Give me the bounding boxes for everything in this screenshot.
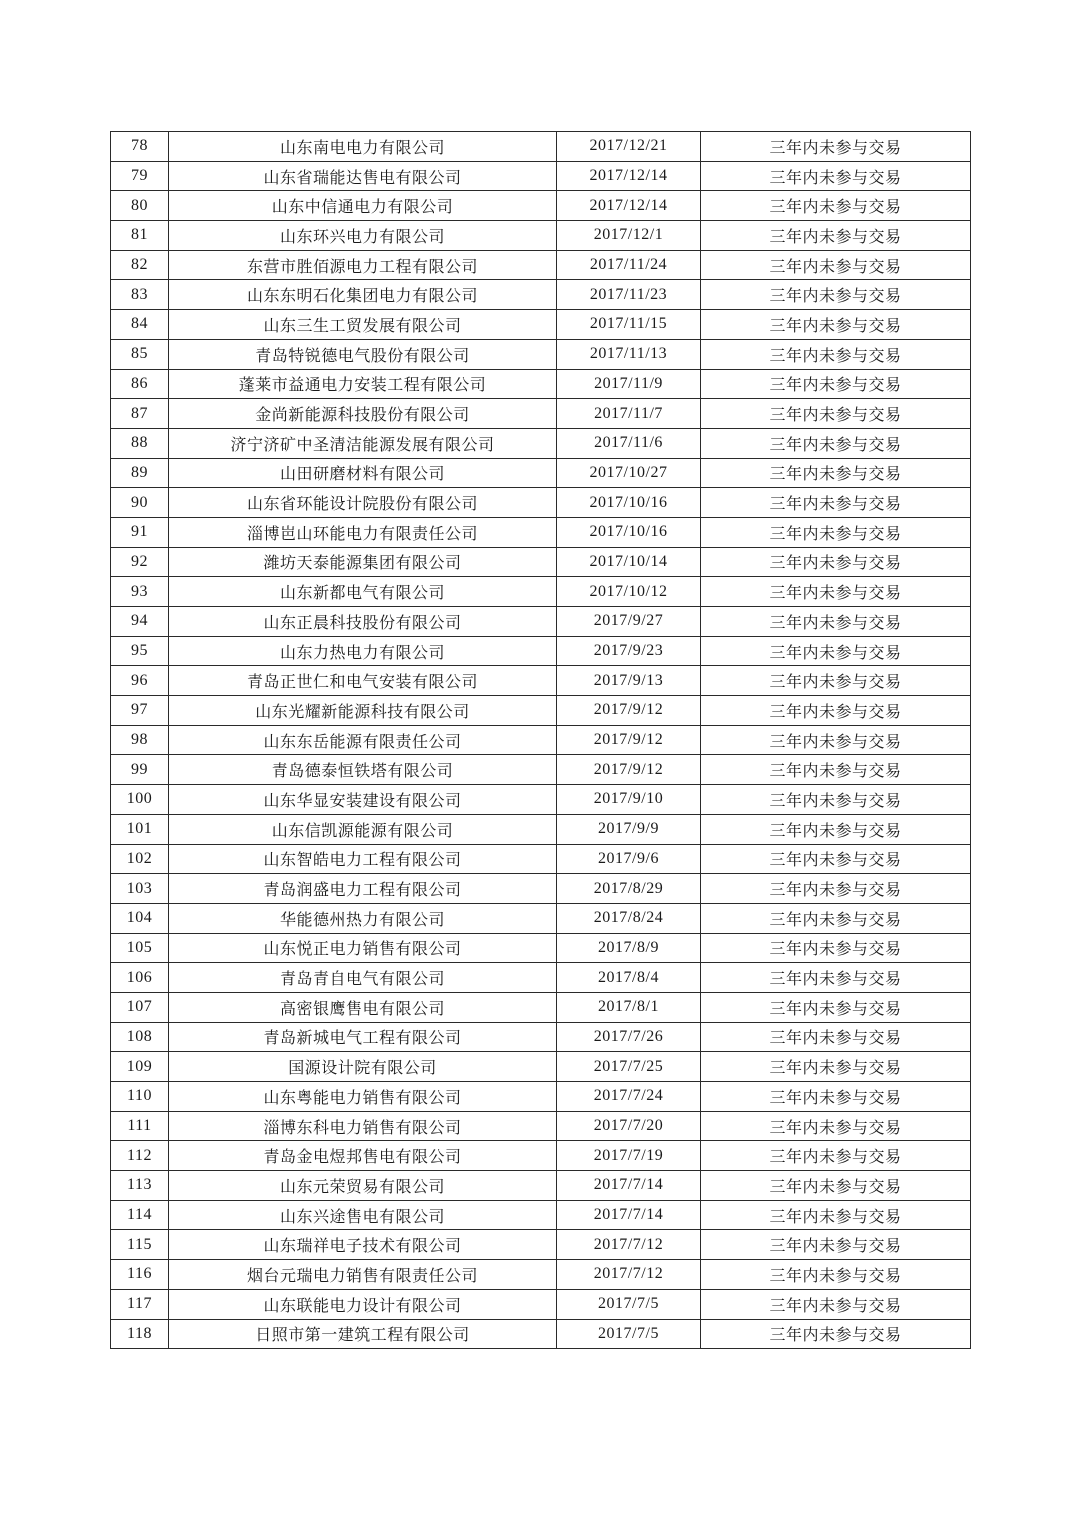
- row-number-cell: 78: [111, 132, 169, 162]
- row-number-cell: 101: [111, 814, 169, 844]
- date-cell: 2017/8/24: [557, 903, 701, 933]
- date-cell: 2017/9/9: [557, 814, 701, 844]
- status-cell: 三年内未参与交易: [701, 992, 971, 1022]
- company-name-cell: 山东中信通电力有限公司: [169, 191, 557, 221]
- status-cell: 三年内未参与交易: [701, 428, 971, 458]
- date-cell: 2017/8/4: [557, 963, 701, 993]
- status-cell: 三年内未参与交易: [701, 1230, 971, 1260]
- date-cell: 2017/8/1: [557, 992, 701, 1022]
- company-name-cell: 高密银鹰售电有限公司: [169, 992, 557, 1022]
- company-name-cell: 山东三生工贸发展有限公司: [169, 310, 557, 340]
- company-name-cell: 山东粤能电力销售有限公司: [169, 1082, 557, 1112]
- table-row: [111, 1141, 971, 1171]
- company-name-cell: 山东兴途售电有限公司: [169, 1200, 557, 1230]
- row-number-cell: 80: [111, 191, 169, 221]
- date-cell: 2017/11/6: [557, 428, 701, 458]
- status-cell: 三年内未参与交易: [701, 963, 971, 993]
- row-number-cell: 109: [111, 1052, 169, 1082]
- status-cell: 三年内未参与交易: [701, 547, 971, 577]
- row-number-cell: 103: [111, 874, 169, 904]
- company-name-cell: 日照市第一建筑工程有限公司: [169, 1319, 557, 1349]
- company-name-cell: 山东悦正电力销售有限公司: [169, 933, 557, 963]
- status-cell: 三年内未参与交易: [701, 1171, 971, 1201]
- status-cell: 三年内未参与交易: [701, 725, 971, 755]
- date-cell: 2017/12/14: [557, 191, 701, 221]
- table-row: [111, 517, 971, 547]
- date-cell: 2017/8/9: [557, 933, 701, 963]
- date-cell: 2017/9/13: [557, 666, 701, 696]
- status-cell: 三年内未参与交易: [701, 577, 971, 607]
- table-row: [111, 191, 971, 221]
- date-cell: 2017/9/12: [557, 696, 701, 726]
- date-cell: 2017/12/1: [557, 221, 701, 251]
- status-cell: 三年内未参与交易: [701, 1289, 971, 1319]
- row-number-cell: 117: [111, 1289, 169, 1319]
- row-number-cell: 87: [111, 399, 169, 429]
- row-number-cell: 100: [111, 785, 169, 815]
- status-cell: 三年内未参与交易: [701, 132, 971, 162]
- date-cell: 2017/11/15: [557, 310, 701, 340]
- company-name-cell: 青岛德泰恒铁塔有限公司: [169, 755, 557, 785]
- company-name-cell: 青岛润盛电力工程有限公司: [169, 874, 557, 904]
- row-number-cell: 85: [111, 339, 169, 369]
- row-number-cell: 89: [111, 458, 169, 488]
- status-cell: 三年内未参与交易: [701, 636, 971, 666]
- table-row: [111, 399, 971, 429]
- row-number-cell: 88: [111, 428, 169, 458]
- date-cell: 2017/11/7: [557, 399, 701, 429]
- company-name-cell: 国源设计院有限公司: [169, 1052, 557, 1082]
- row-number-cell: 104: [111, 903, 169, 933]
- table-row: [111, 1289, 971, 1319]
- table-row: [111, 488, 971, 518]
- company-name-cell: 蓬莱市益通电力安装工程有限公司: [169, 369, 557, 399]
- date-cell: 2017/9/12: [557, 755, 701, 785]
- table-row: [111, 903, 971, 933]
- row-number-cell: 82: [111, 250, 169, 280]
- status-cell: 三年内未参与交易: [701, 1111, 971, 1141]
- date-cell: 2017/10/14: [557, 547, 701, 577]
- date-cell: 2017/7/25: [557, 1052, 701, 1082]
- row-number-cell: 110: [111, 1082, 169, 1112]
- status-cell: 三年内未参与交易: [701, 399, 971, 429]
- company-name-cell: 山东联能电力设计有限公司: [169, 1289, 557, 1319]
- company-name-cell: 青岛青自电气有限公司: [169, 963, 557, 993]
- status-cell: 三年内未参与交易: [701, 488, 971, 518]
- row-number-cell: 114: [111, 1200, 169, 1230]
- table-row: [111, 280, 971, 310]
- row-number-cell: 96: [111, 666, 169, 696]
- date-cell: 2017/11/9: [557, 369, 701, 399]
- table-row: [111, 1200, 971, 1230]
- company-name-cell: 山东信凯源能源有限公司: [169, 814, 557, 844]
- table-row: [111, 1052, 971, 1082]
- row-number-cell: 105: [111, 933, 169, 963]
- company-name-cell: 山东新都电气有限公司: [169, 577, 557, 607]
- status-cell: 三年内未参与交易: [701, 339, 971, 369]
- date-cell: 2017/7/20: [557, 1111, 701, 1141]
- company-name-cell: 山东南电电力有限公司: [169, 132, 557, 162]
- row-number-cell: 118: [111, 1319, 169, 1349]
- company-name-cell: 金尚新能源科技股份有限公司: [169, 399, 557, 429]
- company-name-cell: 青岛特锐德电气股份有限公司: [169, 339, 557, 369]
- table-row: [111, 844, 971, 874]
- table-row: [111, 221, 971, 251]
- table-row: [111, 785, 971, 815]
- table-row: [111, 963, 971, 993]
- date-cell: 2017/7/14: [557, 1200, 701, 1230]
- date-cell: 2017/7/26: [557, 1022, 701, 1052]
- table-row: [111, 428, 971, 458]
- row-number-cell: 108: [111, 1022, 169, 1052]
- status-cell: 三年内未参与交易: [701, 1052, 971, 1082]
- table-row: [111, 1082, 971, 1112]
- company-name-cell: 华能德州热力有限公司: [169, 903, 557, 933]
- date-cell: 2017/10/12: [557, 577, 701, 607]
- roster-table-body: [111, 132, 971, 1349]
- date-cell: 2017/9/12: [557, 725, 701, 755]
- table-row: [111, 339, 971, 369]
- row-number-cell: 90: [111, 488, 169, 518]
- table-row: [111, 666, 971, 696]
- company-name-cell: 山田研磨材料有限公司: [169, 458, 557, 488]
- date-cell: 2017/11/23: [557, 280, 701, 310]
- table-row: [111, 458, 971, 488]
- status-cell: 三年内未参与交易: [701, 1319, 971, 1349]
- status-cell: 三年内未参与交易: [701, 369, 971, 399]
- row-number-cell: 106: [111, 963, 169, 993]
- date-cell: 2017/9/10: [557, 785, 701, 815]
- company-name-cell: 烟台元瑞电力销售有限责任公司: [169, 1260, 557, 1290]
- row-number-cell: 102: [111, 844, 169, 874]
- status-cell: 三年内未参与交易: [701, 1200, 971, 1230]
- table-row: [111, 577, 971, 607]
- company-name-cell: 青岛金电煜邦售电有限公司: [169, 1141, 557, 1171]
- table-row: [111, 992, 971, 1022]
- company-name-cell: 山东智皓电力工程有限公司: [169, 844, 557, 874]
- date-cell: 2017/10/27: [557, 458, 701, 488]
- company-name-cell: 淄博东科电力销售有限公司: [169, 1111, 557, 1141]
- status-cell: 三年内未参与交易: [701, 666, 971, 696]
- status-cell: 三年内未参与交易: [701, 517, 971, 547]
- date-cell: 2017/10/16: [557, 488, 701, 518]
- company-name-cell: 山东华显安装建设有限公司: [169, 785, 557, 815]
- status-cell: 三年内未参与交易: [701, 1141, 971, 1171]
- row-number-cell: 98: [111, 725, 169, 755]
- company-name-cell: 山东光耀新能源科技有限公司: [169, 696, 557, 726]
- date-cell: 2017/7/5: [557, 1289, 701, 1319]
- company-name-cell: 山东省瑞能达售电有限公司: [169, 161, 557, 191]
- row-number-cell: 84: [111, 310, 169, 340]
- status-cell: 三年内未参与交易: [701, 280, 971, 310]
- company-name-cell: 山东环兴电力有限公司: [169, 221, 557, 251]
- table-row: [111, 1111, 971, 1141]
- table-row: [111, 814, 971, 844]
- status-cell: 三年内未参与交易: [701, 933, 971, 963]
- row-number-cell: 116: [111, 1260, 169, 1290]
- table-row: [111, 874, 971, 904]
- date-cell: 2017/11/13: [557, 339, 701, 369]
- row-number-cell: 81: [111, 221, 169, 251]
- status-cell: 三年内未参与交易: [701, 874, 971, 904]
- date-cell: 2017/7/24: [557, 1082, 701, 1112]
- date-cell: 2017/7/5: [557, 1319, 701, 1349]
- company-name-cell: 青岛正世仁和电气安装有限公司: [169, 666, 557, 696]
- company-name-cell: 青岛新城电气工程有限公司: [169, 1022, 557, 1052]
- table-row: [111, 725, 971, 755]
- company-name-cell: 山东正晨科技股份有限公司: [169, 607, 557, 637]
- table-row: [111, 1260, 971, 1290]
- status-cell: 三年内未参与交易: [701, 607, 971, 637]
- company-name-cell: 山东省环能设计院股份有限公司: [169, 488, 557, 518]
- status-cell: 三年内未参与交易: [701, 755, 971, 785]
- row-number-cell: 99: [111, 755, 169, 785]
- table-row: [111, 547, 971, 577]
- row-number-cell: 93: [111, 577, 169, 607]
- date-cell: 2017/9/27: [557, 607, 701, 637]
- status-cell: 三年内未参与交易: [701, 696, 971, 726]
- table-row: [111, 369, 971, 399]
- row-number-cell: 107: [111, 992, 169, 1022]
- row-number-cell: 91: [111, 517, 169, 547]
- row-number-cell: 112: [111, 1141, 169, 1171]
- table-row: [111, 132, 971, 162]
- row-number-cell: 115: [111, 1230, 169, 1260]
- row-number-cell: 83: [111, 280, 169, 310]
- date-cell: 2017/12/14: [557, 161, 701, 191]
- table-row: [111, 310, 971, 340]
- row-number-cell: 95: [111, 636, 169, 666]
- row-number-cell: 111: [111, 1111, 169, 1141]
- table-row: [111, 755, 971, 785]
- status-cell: 三年内未参与交易: [701, 1082, 971, 1112]
- row-number-cell: 94: [111, 607, 169, 637]
- date-cell: 2017/7/12: [557, 1260, 701, 1290]
- table-row: [111, 636, 971, 666]
- company-name-cell: 山东力热电力有限公司: [169, 636, 557, 666]
- date-cell: 2017/10/16: [557, 517, 701, 547]
- table-row: [111, 161, 971, 191]
- status-cell: 三年内未参与交易: [701, 814, 971, 844]
- row-number-cell: 86: [111, 369, 169, 399]
- company-name-cell: 济宁济矿中圣清洁能源发展有限公司: [169, 428, 557, 458]
- status-cell: 三年内未参与交易: [701, 310, 971, 340]
- date-cell: 2017/7/12: [557, 1230, 701, 1260]
- status-cell: 三年内未参与交易: [701, 903, 971, 933]
- table-row: [111, 250, 971, 280]
- status-cell: 三年内未参与交易: [701, 161, 971, 191]
- status-cell: 三年内未参与交易: [701, 191, 971, 221]
- row-number-cell: 92: [111, 547, 169, 577]
- company-name-cell: 淄博岜山环能电力有限责任公司: [169, 517, 557, 547]
- table-row: [111, 1171, 971, 1201]
- row-number-cell: 97: [111, 696, 169, 726]
- table-row: [111, 1319, 971, 1349]
- table-row: [111, 933, 971, 963]
- status-cell: 三年内未参与交易: [701, 1260, 971, 1290]
- company-name-cell: 东营市胜佰源电力工程有限公司: [169, 250, 557, 280]
- status-cell: 三年内未参与交易: [701, 1022, 971, 1052]
- company-name-cell: 山东元荣贸易有限公司: [169, 1171, 557, 1201]
- table-row: [111, 696, 971, 726]
- company-name-cell: 山东瑞祥电子技术有限公司: [169, 1230, 557, 1260]
- company-name-cell: 山东东岳能源有限责任公司: [169, 725, 557, 755]
- table-row: [111, 607, 971, 637]
- status-cell: 三年内未参与交易: [701, 458, 971, 488]
- table-row: [111, 1022, 971, 1052]
- status-cell: 三年内未参与交易: [701, 250, 971, 280]
- date-cell: 2017/7/14: [557, 1171, 701, 1201]
- row-number-cell: 79: [111, 161, 169, 191]
- date-cell: 2017/9/23: [557, 636, 701, 666]
- table-row: [111, 1230, 971, 1260]
- company-name-cell: 潍坊天泰能源集团有限公司: [169, 547, 557, 577]
- date-cell: 2017/11/24: [557, 250, 701, 280]
- company-roster-table: [110, 131, 971, 1349]
- date-cell: 2017/9/6: [557, 844, 701, 874]
- date-cell: 2017/12/21: [557, 132, 701, 162]
- status-cell: 三年内未参与交易: [701, 785, 971, 815]
- date-cell: 2017/7/19: [557, 1141, 701, 1171]
- status-cell: 三年内未参与交易: [701, 221, 971, 251]
- status-cell: 三年内未参与交易: [701, 844, 971, 874]
- row-number-cell: 113: [111, 1171, 169, 1201]
- company-name-cell: 山东东明石化集团电力有限公司: [169, 280, 557, 310]
- date-cell: 2017/8/29: [557, 874, 701, 904]
